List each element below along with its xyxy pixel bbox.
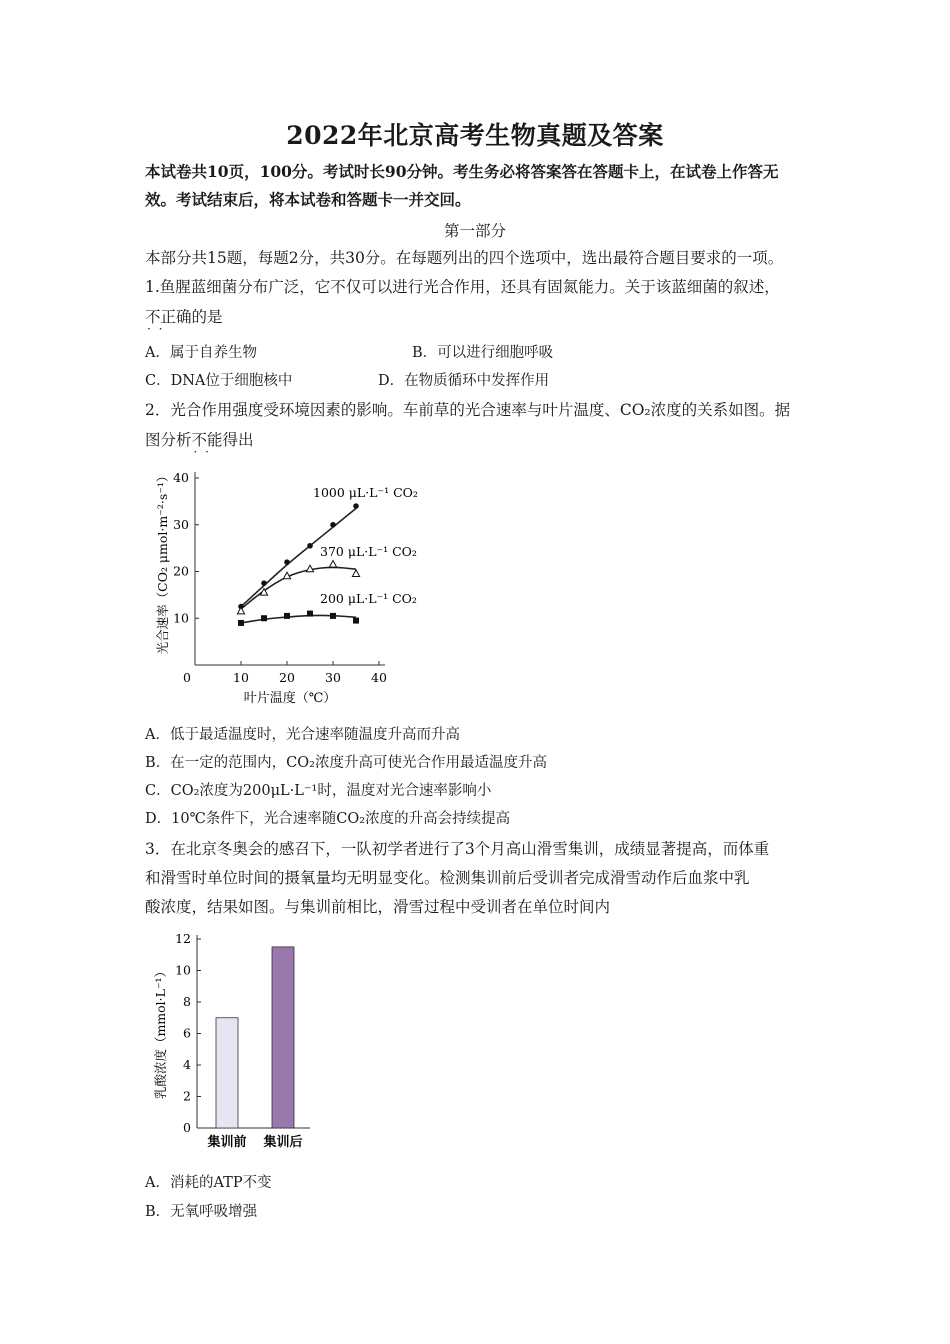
q1-option-d: D．在物质循环中发挥作用 — [378, 373, 550, 389]
part-intro: 本部分共15题，每题2分，共30分。在每题列出的四个选项中，选出最符合题目要求的一项。 — [145, 249, 784, 267]
chart1-y-tick-label: 20 — [173, 563, 189, 579]
chart1-x-tick-label: 40 — [371, 670, 387, 685]
q3-option-a: A．消耗的ATP不变 — [145, 1175, 272, 1191]
chart2-y-tick-label: 4 — [183, 1057, 191, 1072]
chart1-point-triangle — [352, 570, 359, 577]
chart1-point-circle — [307, 543, 313, 549]
q1-stem-rest: 的是 — [191, 308, 223, 326]
q3-option-b: B．无氧呼吸增强 — [145, 1204, 258, 1220]
chart1-point-circle — [261, 580, 267, 586]
chart2-y-tick-label: 2 — [183, 1088, 191, 1104]
chart1-point-triangle — [329, 560, 336, 567]
instructions-line-1: 本试卷共10页，100分。考试时长90分钟。考生务必将答案答在答题卡上，在试卷上作答无 — [145, 162, 779, 181]
chart1-point-circle — [330, 522, 336, 528]
q3-stem-line-1: 3．在北京冬奥会的感召下，一队初学者进行了3个月高山滑雪集训，成绩显著提高，而体重 — [145, 840, 770, 858]
q1-stem-line-1: 1.鱼腥蓝细菌分布广泛，它不仅可以进行光合作用，还具有固氮能力。关于该蓝细菌的叙述， — [145, 278, 780, 296]
chart1-x-tick-label: 0 — [183, 670, 191, 685]
chart1-point-triangle — [237, 607, 244, 614]
q3-stem-line-2: 和滑雪时单位时间的摄氧量均无明显变化。检测集训前后受训者完成滑雪动作后血浆中乳 — [145, 869, 750, 887]
chart1-x-label: 叶片温度（℃） — [243, 691, 337, 706]
q2-stem-line-1: 2．光合作用强度受环境因素的影响。车前草的光合速率与叶片温度、CO₂浓度的关系如图。据 — [145, 401, 791, 419]
q1-option-a: A．属于自养生物 — [145, 345, 257, 361]
q1-emphasis: 不正确 · · — [145, 308, 192, 326]
page-title: 2022年北京高考生物真题及答案 — [286, 121, 664, 150]
q2-option-a: A．低于最适温度时，光合速率随温度升高而升高 — [145, 727, 460, 743]
chart1-fit-curve — [241, 615, 356, 622]
q1-stem-line-2 — [145, 305, 223, 327]
q2-stem-line-2 — [145, 428, 254, 450]
chart2-category-label: 集训前 — [207, 1135, 247, 1150]
part-heading: 第一部分 — [443, 222, 506, 240]
chart1-point-square — [307, 611, 313, 617]
chart2-y-tick-label: 0 — [183, 1120, 191, 1135]
q2-option-d: D．10℃条件下，光合速率随CO₂浓度的升高会持续提高 — [145, 811, 511, 827]
lactate-bar-chart — [145, 927, 325, 1159]
chart1-point-circle — [284, 559, 290, 565]
chart1-series-label: 370 μL·L⁻¹ CO₂ — [320, 544, 417, 559]
chart1-y-tick-label: 30 — [173, 516, 189, 532]
chart1-point-square — [284, 613, 290, 619]
q1-option-b: B．可以进行细胞呼吸 — [412, 345, 554, 361]
chart1-series-label: 1000 μL·L⁻¹ CO₂ — [313, 485, 418, 500]
photosynthesis-line-chart — [145, 462, 435, 710]
q2-emphasis: 不能 · · — [192, 431, 223, 449]
chart2-bar — [272, 947, 294, 1128]
chart1-point-square — [330, 613, 336, 619]
chart1-point-square — [261, 615, 267, 621]
chart1-point-square — [353, 618, 359, 624]
q2-option-b: B．在一定的范围内，CO₂浓度升高可使光合作用最适温度升高 — [145, 755, 547, 771]
chart2-y-tick-label: 8 — [183, 994, 191, 1009]
q2-stem-post: 得出 — [222, 431, 254, 449]
chart1-x-tick-label: 20 — [279, 670, 295, 685]
chart1-x-tick-label: 10 — [233, 670, 249, 685]
chart2-y-tick-label: 10 — [175, 962, 191, 978]
q1-option-c: C．DNA位于细胞核中 — [145, 373, 293, 389]
chart1-point-circle — [353, 503, 359, 509]
chart1-point-square — [238, 620, 244, 626]
q3-stem-line-3: 酸浓度，结果如图。与集训前相比，滑雪过程中受训者在单位时间内 — [145, 898, 611, 916]
chart2-category-label: 集训后 — [263, 1135, 303, 1150]
chart1-y-label: 光合速率（CO₂ μmol·m⁻²·s⁻¹） — [155, 469, 170, 655]
chart1-series-label: 200 μL·L⁻¹ CO₂ — [320, 591, 417, 606]
chart1-y-tick-label: 10 — [173, 610, 189, 626]
instructions-line-2: 效。考试结束后，将本试卷和答题卡一并交回。 — [145, 190, 471, 209]
chart2-y-tick-label: 12 — [175, 931, 191, 946]
chart2-bar — [216, 1018, 238, 1128]
chart1-y-tick-label: 40 — [173, 470, 189, 485]
chart1-x-tick-label: 30 — [325, 670, 341, 685]
q2-option-c: C．CO₂浓度为200μL·L⁻¹时，温度对光合速率影响小 — [145, 783, 492, 799]
chart2-y-tick-label: 6 — [183, 1025, 191, 1041]
q2-stem-pre: 图分析 — [145, 431, 192, 449]
chart2-y-label: 乳酸浓度（mmol·L⁻¹） — [153, 964, 168, 1100]
